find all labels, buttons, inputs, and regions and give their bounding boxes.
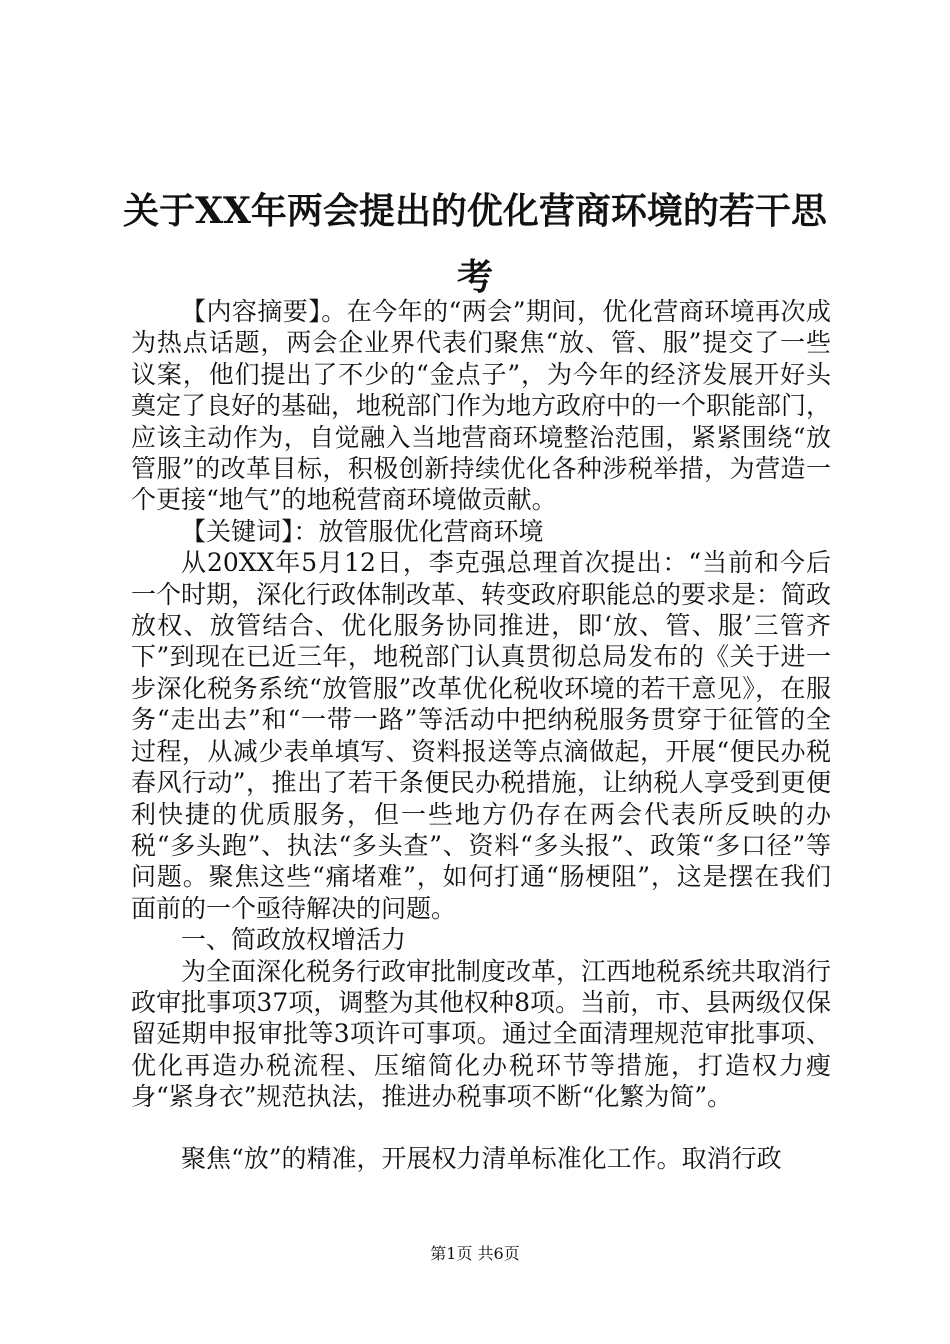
intro-paragraph: 从20XX年5月12日，李克强总理首次提出：“当前和今后一个时期，深化行政体制改革、转变政府职能总的要求是：简政放权、放管结合、优化服务协同推进，即‘放、管、服’三管齐下”到现在已近三年，地税部门认真贯彻总局发布的《关于进一步深化税务系统“放管服”改革优化税收环境的若干意见》，在服务“走出去”和“一带一路”等活动中把纳税服务贯穿于征管的全过程，从减少表单填写、资料报送等点滴做起，开展“便民办税春风行动”，推出了若干条便民办税措施，让纳税人享受到更便利快捷的优质服务，但一些地方仍存在两会代表所反映的办税“多头跑”、执法“多头查”、资料“多头报”、政策“多口径”等问题。聚焦这些“痛堵难”，如何打通“肠梗阻”，这是摆在我们面前的一个亟待解决的问题。 (131, 548, 832, 923)
keywords-paragraph: 【关键词】：放管服优化营商环境 (181, 516, 544, 546)
abstract-paragraph: 【内容摘要】。在今年的“两会”期间，优化营商环境再次成为热点话题，两会企业界代表们聚焦“放、管、服”提交了一些议案，他们提出了不少的“金点子”，为今年的经济发展开好头奠定了良好的基础，地税部门作为地方政府中的一个职能部门，应该主动作为，自觉融入当地营商环境整治范围，紧紧围绕“放管服”的改革目标，积极创新持续优化各种涉税举措，为营造一个更接“地气”的地税营商环境做贡献。 (131, 297, 832, 515)
section-paragraph: 为全面深化税务行政审批制度改革，江西地税系统共取消行政审批事项37项，调整为其他权种8项。当前，市、县两级仅保留延期申报审批等3项许可事项。通过全面清理规范审批事项、优化再造办税流程、压缩简化办税环节等措施，打造权力瘦身“紧身衣”规范执法，推进办税事项不断“化繁为简”。 (131, 956, 832, 1112)
section-heading: 一、简政放权增活力 (181, 925, 407, 955)
page-footer: 第1页 共6页 (430, 1244, 520, 1263)
document-title: 关于XX年两会提出的优化营商环境的若干思考 (123, 190, 827, 298)
section-paragraph-continued: 聚焦“放”的精准，开展权力清单标准化工作。取消行政 (181, 1143, 782, 1173)
document-body (131, 296, 831, 1174)
